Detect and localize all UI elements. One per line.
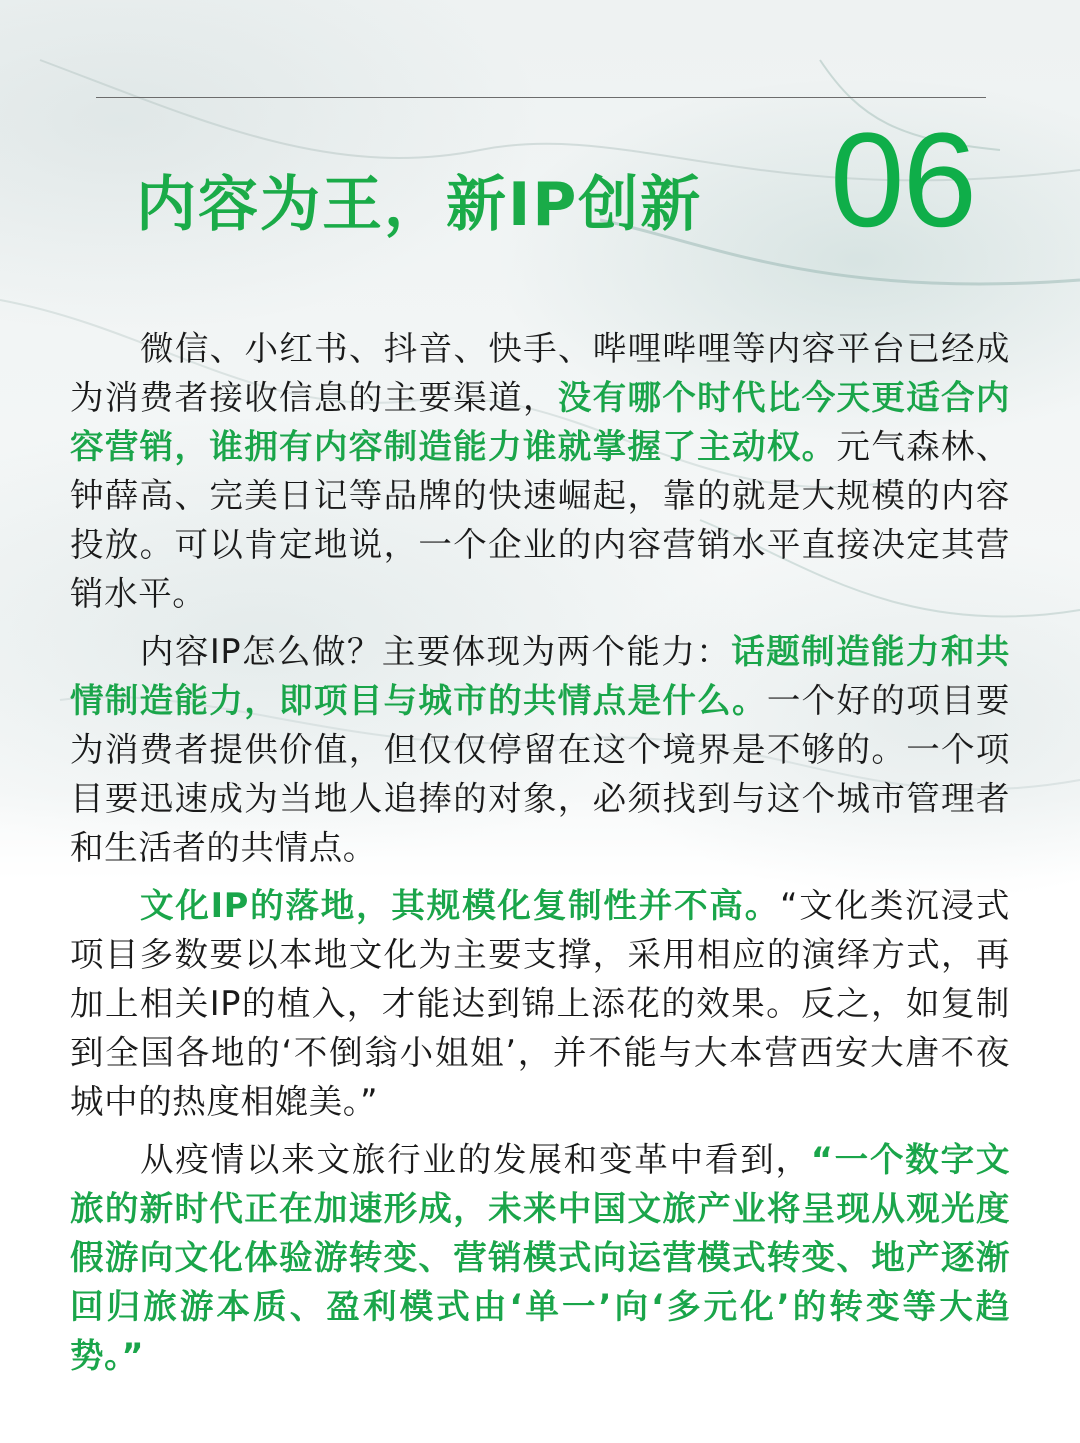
paragraph-text: 从疫情以来文旅行业的发展和变革中看到， <box>140 1140 811 1179</box>
highlight-text: 没有哪个时代比今天更适合内容营销，谁拥有内容制造能力谁就掌握了主动权。 <box>70 378 1010 466</box>
paragraph-2 <box>70 627 1010 872</box>
paragraph-1 <box>70 324 1010 618</box>
highlight-text: 话题制造能力和共情制造能力，即项目与城市的共情点是什么。 <box>70 632 1010 720</box>
highlight-text: “一个数字文旅的新时代正在加速形成，未来中国文旅产业将呈现从观光度假游向文化体验游转变、营销模式向运营模式转变、地产逐渐回归旅游本质、盈利模式由‘单一’向‘多元化’的转变等大趋势。” <box>70 1140 1010 1375</box>
section-number: 06 <box>830 106 976 255</box>
paragraph-text: 内容IP怎么做？主要体现为两个能力： <box>140 632 732 671</box>
paragraph-text: 微信、小红书、抖音、快手、哔哩哔哩等内容平台已经成为消费者接收信息的主要渠道， <box>70 329 1010 417</box>
paragraph-3 <box>70 881 1010 1126</box>
page-title: 内容为王，新IP创新 <box>136 170 703 240</box>
paragraph-text: 元气森林、钟薛高、完美日记等品牌的快速崛起，靠的就是大规模的内容投放。可以肯定地说，一个企业的内容营销水平直接决定其营销水平。 <box>70 427 1010 613</box>
paragraph-4 <box>70 1135 1010 1380</box>
highlight-text: 文化IP的落地，其规模化复制性并不高。 <box>140 886 781 925</box>
paragraph-text: “文化类沉浸式项目多数要以本地文化为主要支撑，采用相应的演绎方式，再加上相关IP的植入，才能达到锦上添花的效果。反之，如复制到全国各地的‘不倒翁小姐姐’，并不能与大本营西安大唐不夜城中的热度相媲美。” <box>70 886 1010 1121</box>
article-body <box>70 324 1010 1389</box>
paragraph-text: 一个好的项目要为消费者提供价值，但仅仅停留在这个境界是不够的。一个项目要迅速成为当地人追捧的对象，必须找到与这个城市管理者和生活者的共情点。 <box>70 681 1010 867</box>
top-divider <box>96 97 986 98</box>
